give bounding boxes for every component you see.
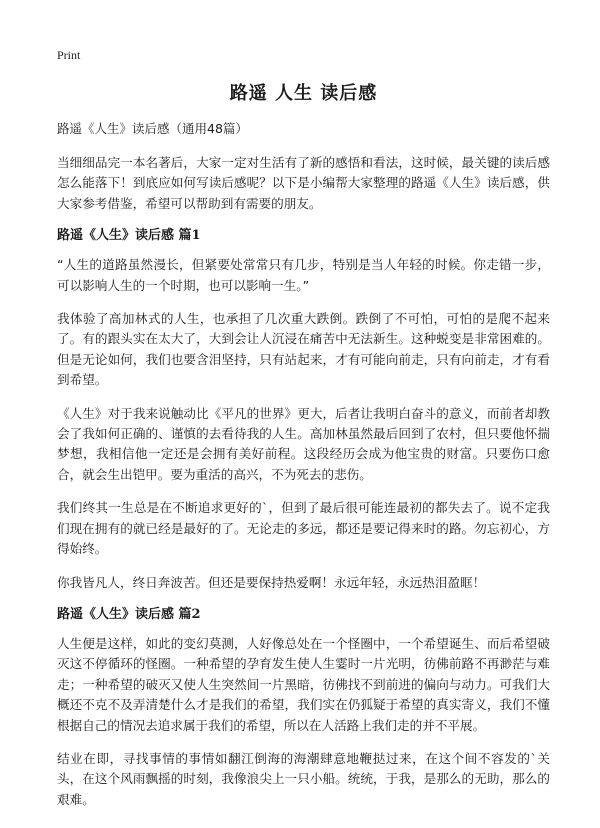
paragraph: 你我皆凡人，终日奔波苦。但还是要保持热爱啊！永远年轻，永远热泪盈眶！ <box>57 574 486 590</box>
paragraph: 《人生》对于我来说触动比《平凡的世界》更大，后者让我明白奋斗的意义，而前者却教会了我如何正确的、谨慎的去看待我的人生。高加林虽然最后回到了农村，但只要他怀揣梦想，我相信他一定还是会拥有美好前程。这段经历会成为他宝贵的财富。只要伤口愈合，就会生出铠甲。要为重活的高兴，不为死去的悲伤。 <box>57 405 550 482</box>
print-link[interactable]: Print <box>57 48 81 62</box>
document-subtitle: 路遥《人生》读后感（通用48篇） <box>57 121 248 136</box>
paragraph: 人生便是这样，如此的变幻莫测，人好像总处在一个怪圈中，一个希望诞生、而后希望破灭这不停循环的怪圈。一种希望的孕育发生使人生霎时一片光明，彷佛前路不再渺茫与难走；一种希望的破灭又使人生突然间一片黑暗，彷佛找不到前进的偏向与动力。可我们大概还不克不及弄清楚什么才是我们的希望，我们实在仍狐疑于希望的真实寄义，我们不懂根据自己的情况去追求属于我们的希望，所以在人活路上我们走的并不平展。 <box>57 635 550 733</box>
intro-paragraph: 当细细品完一本名著后，大家一定对生活有了新的感悟和看法，这时候，最关键的读后感怎么能落下！到底应如何写读后感呢？以下是小编帮大家整理的路遥《人生》读后感，供大家参考借鉴，希望可以帮助到有需要的朋友。 <box>57 155 550 211</box>
paragraph: “人生的道路虽然漫长，但紧要处常常只有几步，特别是当人年轻的时候。你走错一步，可以影响人生的一个时期，也可以影响一生。” <box>57 257 550 293</box>
paragraph: 我体验了高加林式的人生，也承担了几次重大跌倒。跌倒了不可怕，可怕的是爬不起来了。有的跟头实在太大了，大到会让人沉浸在痛苦中无法新生。这种蜕变是非常困难的。但是无论如何，我们也要含泪坚持，只有站起来，才有可能向前走，只有向前走，才有看到希望。 <box>57 311 550 388</box>
section-heading-1: 路遥《人生》读后感 篇1 <box>57 228 201 244</box>
paragraph: 结业在即，寻找事情的事情如翻江倒海的海潮肆意地鞭挞过来，在这个间不容发的`关头，在这个风雨飘摇的时刻，我像浪尖上一只小船。统统，于我，是那么的无助，那么的艰难。 <box>57 750 550 807</box>
paragraph: 我们终其一生总是在不断追求更好的`，但到了最后很可能连最初的都失去了。说不定我们现在拥有的就已经是最好的了。无论走的多远，都还是要记得来时的路。勿忘初心，方得始终。 <box>57 500 550 557</box>
section-heading-2: 路遥《人生》读后感 篇2 <box>57 606 201 622</box>
document-title: 路遥 人生 读后感 <box>229 83 378 104</box>
